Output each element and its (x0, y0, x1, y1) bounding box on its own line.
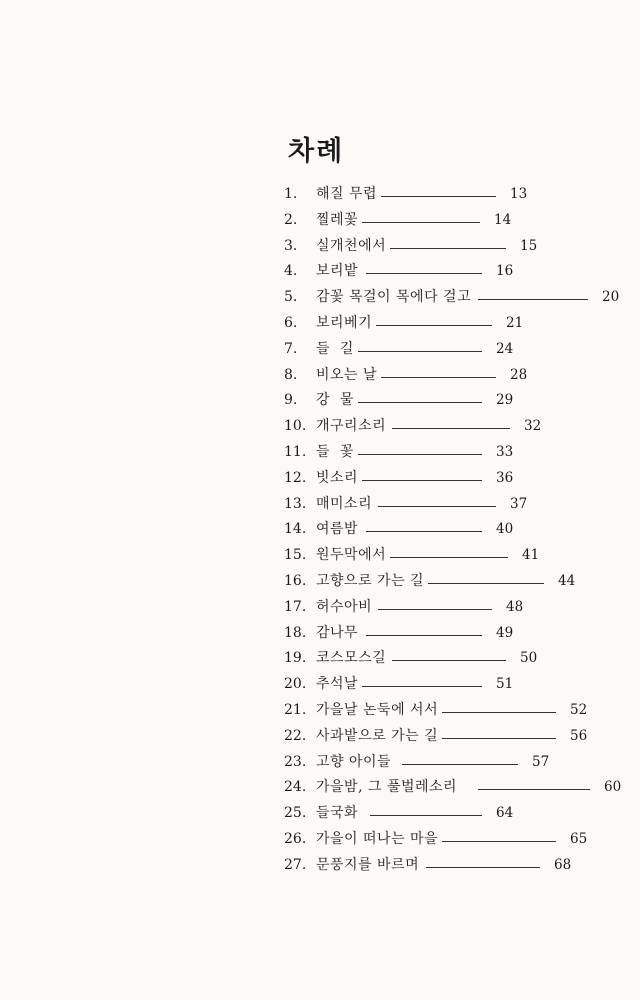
toc-leader-line (392, 428, 510, 429)
toc-leader-line (362, 222, 480, 223)
toc-entry-number: 4. (284, 263, 298, 280)
toc-leader-line (366, 531, 482, 532)
toc-entry-number: 26. (284, 830, 307, 847)
toc-entry (284, 595, 624, 621)
toc-entry-page: 14 (494, 211, 512, 228)
toc-entry-title: 들 길 (316, 340, 354, 357)
toc-entry-page: 20 (602, 289, 620, 306)
toc-entry (284, 801, 624, 827)
toc-entry-page: 44 (558, 572, 576, 589)
toc-entry (284, 440, 624, 466)
toc-entry-page: 37 (510, 495, 528, 512)
toc-entry (284, 543, 624, 569)
toc-leader-line (442, 738, 556, 739)
toc-entry-number: 3. (284, 237, 298, 254)
toc-entry-number: 12. (284, 469, 307, 486)
toc-entry-page: 56 (570, 727, 588, 744)
toc-entry-number: 14. (284, 521, 307, 538)
toc-entry-title: 여름밤 (316, 521, 359, 538)
toc-leader-line (478, 789, 590, 790)
toc-entry-number: 8. (284, 366, 298, 383)
toc-entry-page: 64 (496, 805, 514, 822)
toc-entry-title: 허수아비 (316, 598, 373, 615)
toc-entry-number: 18. (284, 624, 307, 641)
table-of-contents (284, 182, 624, 879)
toc-entry-number: 21. (284, 701, 307, 718)
toc-leader-line (442, 841, 556, 842)
toc-entry-page: 16 (496, 263, 514, 280)
toc-entry (284, 827, 624, 853)
toc-leader-line (378, 609, 492, 610)
toc-leader-line (402, 764, 518, 765)
toc-leader-line (381, 377, 496, 378)
toc-entry (284, 285, 624, 311)
toc-leader-line (390, 248, 506, 249)
toc-leader-line (381, 196, 496, 197)
toc-entry-title: 고향으로 가는 길 (316, 572, 425, 589)
toc-entry (284, 621, 624, 647)
toc-entry-title: 가을이 떠나는 마을 (316, 830, 439, 847)
toc-leader-line (358, 351, 482, 352)
toc-entry-number: 2. (284, 211, 298, 228)
toc-leader-line (358, 454, 482, 455)
toc-entry-number: 10. (284, 418, 307, 435)
toc-leader-line (362, 686, 482, 687)
toc-leader-line (442, 712, 556, 713)
toc-entry-number: 24. (284, 779, 307, 796)
toc-entry (284, 853, 624, 879)
toc-entry (284, 646, 624, 672)
toc-entry-page: 52 (570, 701, 588, 718)
toc-leader-line (426, 867, 540, 868)
toc-entry (284, 569, 624, 595)
toc-entry-page: 50 (520, 650, 538, 667)
toc-entry-title: 원두막에서 (316, 547, 387, 564)
toc-entry-number: 7. (284, 340, 298, 357)
toc-entry-title: 추석날 (316, 676, 359, 693)
page-title: 차례 (288, 136, 345, 167)
toc-entry-title: 들 꽃 (316, 443, 354, 460)
toc-entry-page: 51 (496, 676, 514, 693)
toc-entry-page: 60 (604, 779, 622, 796)
toc-entry (284, 208, 624, 234)
toc-entry (284, 414, 624, 440)
toc-entry-page: 15 (520, 237, 538, 254)
toc-entry-number: 5. (284, 289, 298, 306)
toc-entry-number: 20. (284, 676, 307, 693)
toc-leader-line (392, 660, 506, 661)
toc-leader-line (366, 635, 482, 636)
toc-leader-line (376, 325, 492, 326)
toc-entry (284, 337, 624, 363)
toc-leader-line (366, 273, 482, 274)
toc-entry-title: 문풍지를 바르며 (316, 856, 420, 873)
toc-entry-title: 코스모스길 (316, 650, 387, 667)
toc-entry-title: 빗소리 (316, 469, 359, 486)
toc-entry-title: 감꽃 목걸이 목에다 걸고 (316, 289, 472, 306)
toc-entry-number: 27. (284, 856, 307, 873)
toc-entry-title: 감나무 (316, 624, 359, 641)
toc-entry (284, 363, 624, 389)
toc-entry-page: 49 (496, 624, 514, 641)
toc-entry-number: 13. (284, 495, 307, 512)
toc-entry-page: 24 (496, 340, 514, 357)
toc-entry-number: 25. (284, 805, 307, 822)
toc-entry (284, 259, 624, 285)
toc-entry-page: 33 (496, 443, 514, 460)
toc-entry-page: 68 (554, 856, 572, 873)
toc-leader-line (370, 815, 482, 816)
toc-entry (284, 698, 624, 724)
toc-entry (284, 517, 624, 543)
toc-entry-number: 22. (284, 727, 307, 744)
toc-entry-number: 23. (284, 753, 307, 770)
toc-leader-line (478, 299, 588, 300)
toc-entry (284, 388, 624, 414)
toc-entry-title: 가을날 논둑에 서서 (316, 701, 439, 718)
toc-entry-page: 41 (522, 547, 540, 564)
toc-entry (284, 775, 624, 801)
toc-entry-title: 개구리소리 (316, 418, 387, 435)
toc-entry-title: 가을밤, 그 풀벌레소리 (316, 779, 458, 796)
toc-entry (284, 492, 624, 518)
toc-entry (284, 466, 624, 492)
toc-entry-title: 보리베기 (316, 314, 373, 331)
toc-entry-title: 실개천에서 (316, 237, 387, 254)
toc-entry-title: 매미소리 (316, 495, 373, 512)
toc-entry-title: 들국화 (316, 805, 359, 822)
toc-leader-line (428, 583, 544, 584)
toc-entry-title: 찔레꽃 (316, 211, 359, 228)
toc-entry-number: 9. (284, 392, 298, 409)
toc-entry (284, 672, 624, 698)
toc-entry-number: 19. (284, 650, 307, 667)
toc-entry-page: 21 (506, 314, 524, 331)
toc-entry-page: 57 (532, 753, 550, 770)
toc-entry-title: 강 물 (316, 392, 354, 409)
toc-entry-page: 36 (496, 469, 514, 486)
toc-leader-line (358, 402, 482, 403)
toc-entry-title: 비오는 날 (316, 366, 378, 383)
toc-entry-page: 32 (524, 418, 542, 435)
toc-entry (284, 311, 624, 337)
toc-entry-title: 고향 아이들 (316, 753, 392, 770)
toc-entry-title: 보리밭 (316, 263, 359, 280)
toc-leader-line (378, 506, 496, 507)
toc-entry-number: 6. (284, 314, 298, 331)
toc-entry-page: 29 (496, 392, 514, 409)
toc-entry (284, 750, 624, 776)
toc-entry (284, 182, 624, 208)
toc-entry-number: 11. (284, 443, 307, 460)
toc-entry-title: 해질 무렵 (316, 186, 378, 202)
toc-leader-line (390, 557, 508, 558)
toc-entry (284, 234, 624, 260)
toc-entry (284, 724, 624, 750)
toc-entry-number: 1. (284, 186, 298, 202)
toc-leader-line (362, 480, 482, 481)
toc-entry-number: 15. (284, 547, 307, 564)
toc-entry-title: 사과밭으로 가는 길 (316, 727, 439, 744)
toc-entry-page: 65 (570, 830, 588, 847)
toc-entry-number: 16. (284, 572, 307, 589)
toc-entry-page: 28 (510, 366, 528, 383)
toc-entry-page: 48 (506, 598, 524, 615)
toc-entry-number: 17. (284, 598, 307, 615)
toc-entry-page: 40 (496, 521, 514, 538)
toc-entry-page: 13 (510, 186, 528, 202)
